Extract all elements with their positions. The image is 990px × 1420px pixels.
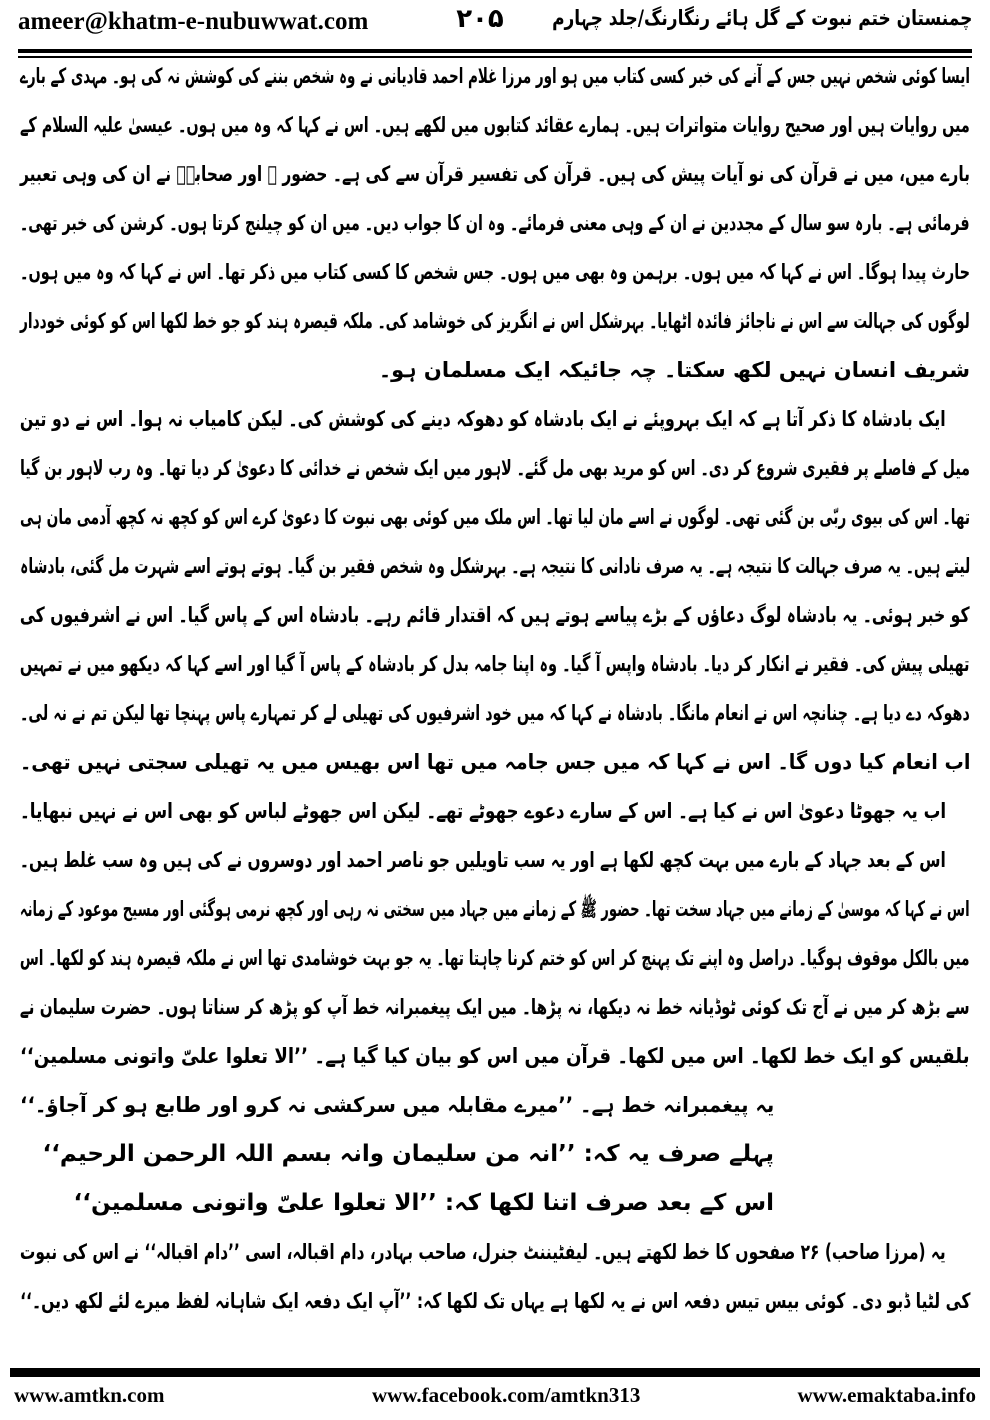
text-line: کی لٹیا ڈبو دی۔ کوئی بیس تیس دفعہ اس نے یہ لکھا ہے یہاں تک لکھا کہ: ’’آپ ایک دفعہ ایک شاہانہ لفظ میرے لئے لکھ دیں۔‘‘ <box>19 1289 970 1313</box>
text-line: فرمائی ہے۔ بارہ سو سال کے مجددین نے ان کے وہی معنی فرمائے۔ وہ ان کا جواب دیں۔ میں ان کو چیلنج کرتا ہوں۔ کرشن کی خبر تھی۔ <box>20 211 970 235</box>
text-line: کو خبر ہوئی۔ یہ بادشاہ لوگ دعاؤں کے بڑے پیاسے ہوتے ہیں کہ اقتدار قائم رہے۔ بادشاہ اس کے پاس گیا۔ اس نے اشرفیوں کی <box>20 603 970 627</box>
text-line: ایسا کوئی شخص نہیں جس کے آنے کی خبر کسی کتاب میں ہو اور مرزا غلام احمد قادیانی نے وہ شخص بننے کی کوشش نہ کی ہو۔ مہدی کے بارے <box>20 64 970 88</box>
footer-rule <box>10 1368 980 1377</box>
text-line: ایک بادشاہ کا ذکر آتا ہے کہ ایک بہروپئے نے ایک بادشاہ کو دھوکہ دینے کی کوشش کی۔ لیکن کامیاب نہ ہوا۔ اس نے دو تین <box>20 407 946 431</box>
text-line: تھا۔ اس کی بیوی ربّی بن گئی تھی۔ لوگوں نے اسے مان لیا تھا۔ اس ملک میں کوئی بھی نبوت کا دعویٰ کرے اس کو کچھ نہ کچھ آدمی مان ہی <box>19 505 970 529</box>
text-line: میں بالکل موقوف ہوگیا۔ دراصل وہ اپنے تک پہنچ کر اس کو ختم کرنا چاہتا تھا۔ یہ جو بہت خوشامدی تھا اس نے ملکہ قیصرہ ہند کو لکھا۔ اس <box>20 946 970 970</box>
text-line: اب انعام کیا دوں گا۔ اس نے کہا کہ میں جس جامہ میں تھا اس بھیس میں یہ تھیلی سجتی نہیں تھی۔ <box>19 750 970 774</box>
book-title-area <box>552 6 972 40</box>
text-line: اب یہ جھوٹا دعویٰ اس نے کیا ہے۔ اس کے سارے دعوے جھوٹے تھے۔ لیکن اس جھوٹے لباس کو بھی اس نے نہیں نبھایا۔ <box>19 799 946 823</box>
text-line: میں روایات ہیں اور صحیح روایات متواترات ہیں۔ ہمارے عقائد کتابوں میں لکھے ہیں۔ اس نے کہا کہ وہ میں ہوں۔ عیسیٰ علیہ السلام کے <box>20 113 970 137</box>
text-line: یہ پیغمبرانہ خط ہے۔ ’’میرے مقابلہ میں سرکشی نہ کرو اور طابع ہو کر آجاؤ۔‘‘ <box>19 1093 774 1117</box>
text-line: میل کے فاصلے پر فقیری شروع کر دی۔ اس کو مرید بھی مل گئے۔ لاہور میں ایک شخص نے خدائی کا دعویٰ کر دیا تھا۔ وہ رب لاہور بن گیا <box>20 456 970 480</box>
footer-link-center[interactable]: www.facebook.com/amtkn313 <box>372 1383 641 1407</box>
text-line: لوگوں کی جہالت سے اس نے ناجائز فائدہ اٹھایا۔ بہرشکل اس نے انگریز کی خوشامد کی۔ ملکہ قیصرہ ہند کو جو خط لکھا اس کو کوئی خوددار <box>20 309 970 333</box>
page-number: ۲۰۵ <box>456 4 504 34</box>
quote-line: اس کے بعد صرف اتنا لکھا کہ: ’’الا تعلوا علیّ واتونی مسلمین‘‘ <box>73 1190 774 1216</box>
text-line: بارے میں، میں نے قرآن کی نو آیات پیش کی ہیں۔ قرآن کی تفسیر قرآن سے کی ہے۔ حضور ﷺ اور صحابہؓ نے ان کی وہی تعبیر <box>20 162 970 186</box>
book-title: چمنستان ختم نبوت کے گل ہائے رنگارنگ/جلد چہارم <box>551 6 972 30</box>
page-body <box>20 52 970 1326</box>
text-line: یہ (مرزا صاحب) ۲۶ صفحوں کا خط لکھتے ہیں۔ لیفٹیننٹ جنرل، صاحب بہادر، دام اقبالہ، اسی ’’دام اقبالہ‘‘ نے اس کی نبوت <box>20 1240 946 1264</box>
text-line: اس نے کہا کہ موسیٰ کے زمانے میں جہاد سخت تھا۔ حضور ﷺ کے زمانے میں جہاد میں سختی نہ رہی اور کچھ نرمی ہوگئی اور مسیح موعود کے زمانہ <box>20 897 970 921</box>
header-email: ameer@khatm-e-nubuwwat.com <box>18 8 369 35</box>
quote-line: پہلے صرف یہ کہ: ’’انہ من سلیمان وانہ بسم اللہ الرحمن الرحیم‘‘ <box>42 1141 774 1167</box>
footer-link-left[interactable]: www.amtkn.com <box>14 1383 165 1407</box>
text-line: حارث پیدا ہوگا۔ اس نے کہا کہ میں ہوں۔ برہمن وہ بھی میں ہوں۔ جس شخص کا کسی کتاب میں ذکر تھا۔ اس نے کہا کہ وہ میں ہوں۔ <box>19 260 970 284</box>
text-line: دھوکہ دے دیا ہے۔ چنانچہ اس نے انعام مانگا۔ بادشاہ نے کہا کہ میں خود اشرفیوں کی تھیلی لے کر تمہارے پاس پہنچا تھا لیکن تم نے نہ لی۔ <box>20 701 970 725</box>
text-line: شریف انسان نہیں لکھ سکتا۔ چہ جائیکہ ایک مسلمان ہو۔ <box>378 358 970 382</box>
text-line: تھیلی پیش کی۔ فقیر نے انکار کر دیا۔ بادشاہ واپس آ گیا۔ وہ اپنا جامہ بدل کر بادشاہ کے پاس آ گیا اور اسے کہا کہ دیکھو میں نے تمہیں <box>20 652 970 676</box>
text-line: اس کے بعد جہاد کے بارے میں بہت کچھ لکھا ہے اور یہ سب تاویلیں جو ناصر احمد اور دوسروں نے کی ہیں وہ سب غلط ہیں۔ <box>20 848 946 872</box>
text-line: سے بڑھ کر میں نے آج تک کوئی ٹوڈیانہ خط نہ دیکھا، نہ پڑھا۔ میں ایک پیغمبرانہ خط آپ کو پڑھ کر سناتا ہوں۔ حضرت سلیمان نے <box>20 995 970 1019</box>
footer-link-right[interactable]: www.emaktaba.info <box>797 1383 976 1407</box>
text-line: بلقیس کو ایک خط لکھا۔ اس میں لکھا۔ قرآن میں اس کو بیان کیا گیا ہے۔ ’’الا تعلوا علیّ واتونی مسلمین‘‘ <box>20 1044 970 1068</box>
text-line: لیتے ہیں۔ یہ صرف جہالت کا نتیجہ ہے۔ یہ صرف نادانی کا نتیجہ ہے۔ بہرشکل وہ شخص فقیر بن گیا۔ ہوتے ہوتے اسے شہرت مل گئی، بادشاہ <box>19 554 970 578</box>
